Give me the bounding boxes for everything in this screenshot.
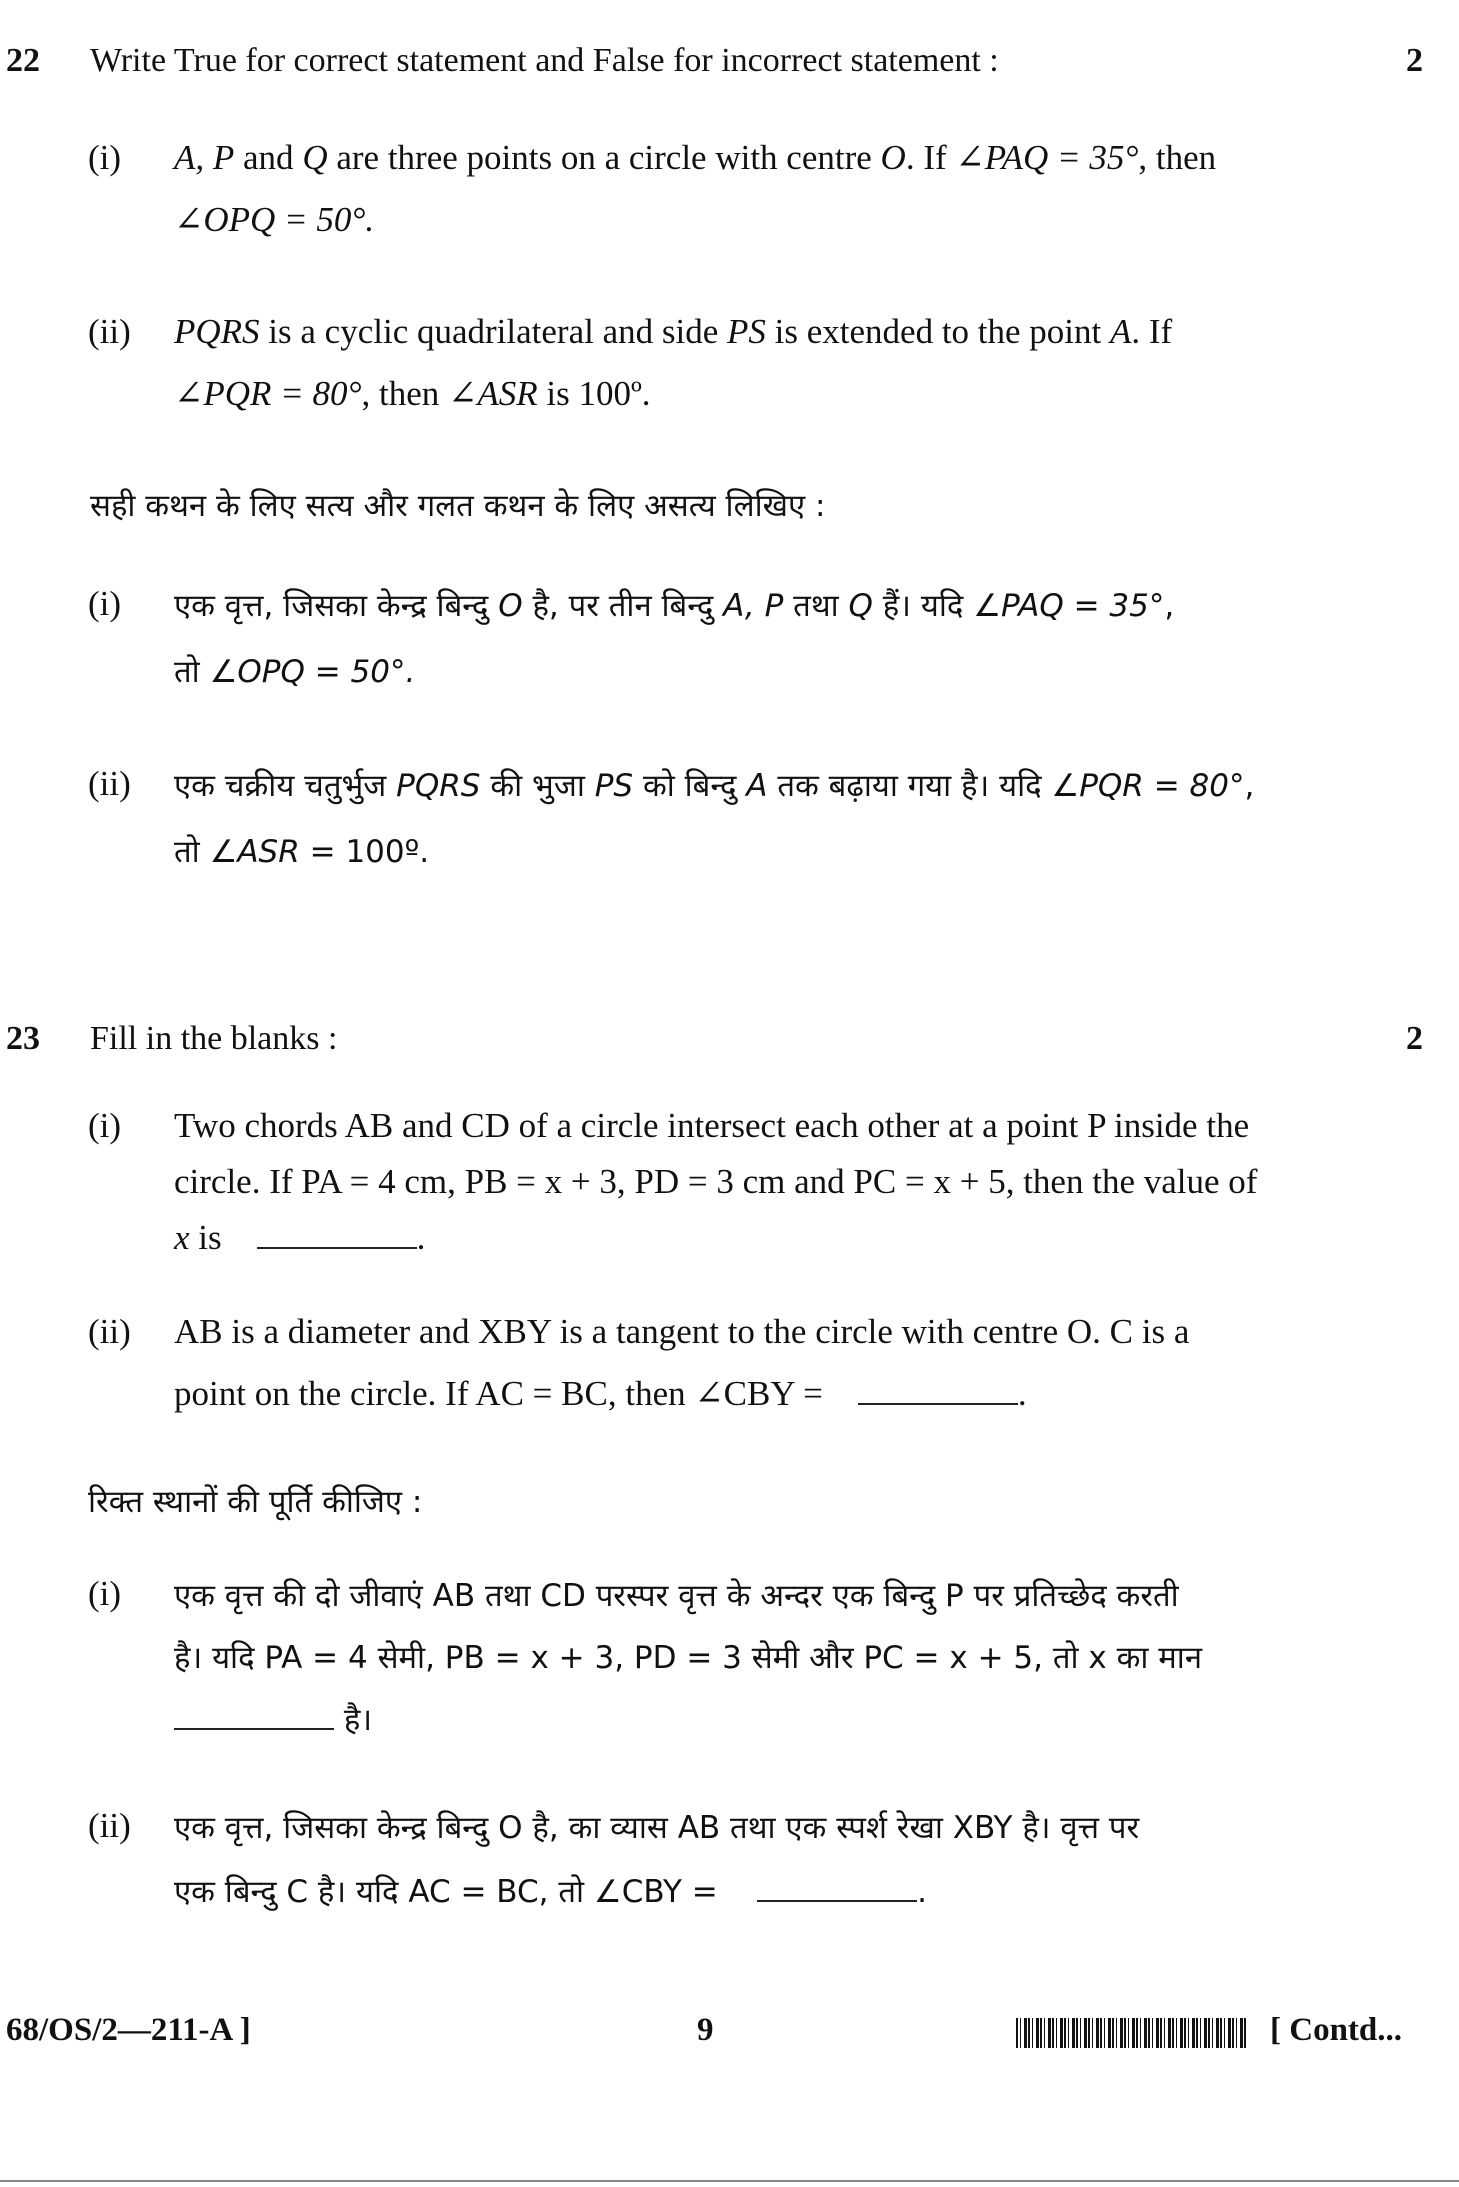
item-label: (ii) <box>88 1806 131 1845</box>
item-text-line: ∠PQR = 80°, then ∠ASR is 100º. <box>174 374 651 413</box>
item-text-line: एक वृत्त, जिसका केन्द्र बिन्दु O है, पर तीन बिन्दु A, P तथा Q हैं। यदि ∠PAQ = 35°, <box>174 588 1175 624</box>
item-text-line: PQRS is a cyclic quadrilateral and side PS is extended to the point A. If <box>174 312 1173 351</box>
question-22-heading-hindi: सही कथन के लिए सत्य और गलत कथन के लिए असत्य लिखिए : <box>90 488 826 524</box>
answer-blank[interactable] <box>858 1377 1018 1405</box>
item-text-line: Two chords AB and CD of a circle intersect each other at a point P inside the <box>174 1106 1250 1145</box>
item-text-line: A, P and Q are three points on a circle with centre O. If ∠PAQ = 35°, then <box>174 138 1217 177</box>
item-text-line: है। <box>174 1698 1424 1740</box>
question-22-number: 22 <box>6 42 40 79</box>
question-23-marks: 2 <box>1406 1020 1423 1057</box>
item-text-line: एक बिन्दु C है। यदि AC = BC, तो ∠CBY = . <box>174 1874 927 1910</box>
item-text-line: तो ∠ASR = 100º. <box>174 834 430 870</box>
answer-blank[interactable] <box>257 1221 417 1249</box>
item-text-line: है। यदि PA = 4 सेमी, PB = x + 3, PD = 3 सेमी और PC = x + 5, तो x का मान <box>174 1640 1203 1676</box>
page-divider <box>0 2180 1459 2182</box>
item-text-line: एक वृत्त की दो जीवाएं AB तथा CD परस्पर वृत्त के अन्दर एक बिन्दु P पर प्रतिच्छेद करती <box>174 1578 1179 1614</box>
item-label: (ii) <box>88 764 131 803</box>
item-label: (i) <box>88 1106 122 1145</box>
question-23-heading-hindi: रिक्त स्थानों की पूर्ति कीजिए : <box>88 1484 423 1520</box>
answer-blank[interactable] <box>174 1702 334 1730</box>
item-text-line: एक वृत्त, जिसका केन्द्र बिन्दु O है, का व्यास AB तथा एक स्पर्श रेखा XBY है। वृत्त पर <box>174 1810 1140 1846</box>
item-label: (i) <box>88 1574 122 1613</box>
paper-code: 68/OS/2—211-A ] <box>6 2012 251 2048</box>
item-text-line: ∠OPQ = 50°. <box>174 200 375 239</box>
question-22-marks: 2 <box>1406 42 1423 79</box>
item-label: (i) <box>88 584 122 623</box>
question-23-number: 23 <box>6 1020 40 1057</box>
item-text-line: point on the circle. If AC = BC, then ∠CBY = . <box>174 1374 1027 1413</box>
item-text-line: x is . <box>174 1218 426 1257</box>
continued-label: [ Contd... <box>1270 2012 1403 2048</box>
item-text-line: तो ∠OPQ = 50°. <box>174 654 416 690</box>
item-label: (ii) <box>88 312 131 351</box>
page-number: 9 <box>697 2012 714 2048</box>
item-text-line: circle. If PA = 4 cm, PB = x + 3, PD = 3 cm and PC = x + 5, then the value of <box>174 1162 1258 1201</box>
item-text-line: AB is a diameter and XBY is a tangent to the circle with centre O. C is a <box>174 1312 1190 1351</box>
item-label: (ii) <box>88 1312 131 1351</box>
question-23-heading: Fill in the blanks : <box>90 1020 338 1057</box>
answer-blank[interactable] <box>757 1874 917 1902</box>
question-22-heading: Write True for correct statement and False for incorrect statement : <box>90 42 999 79</box>
barcode-icon <box>1016 2018 1246 2048</box>
item-label: (i) <box>88 138 122 177</box>
item-text-line: एक चक्रीय चतुर्भुज PQRS की भुजा PS को बिन्दु A तक बढ़ाया गया है। यदि ∠PQR = 80°, <box>174 768 1255 804</box>
